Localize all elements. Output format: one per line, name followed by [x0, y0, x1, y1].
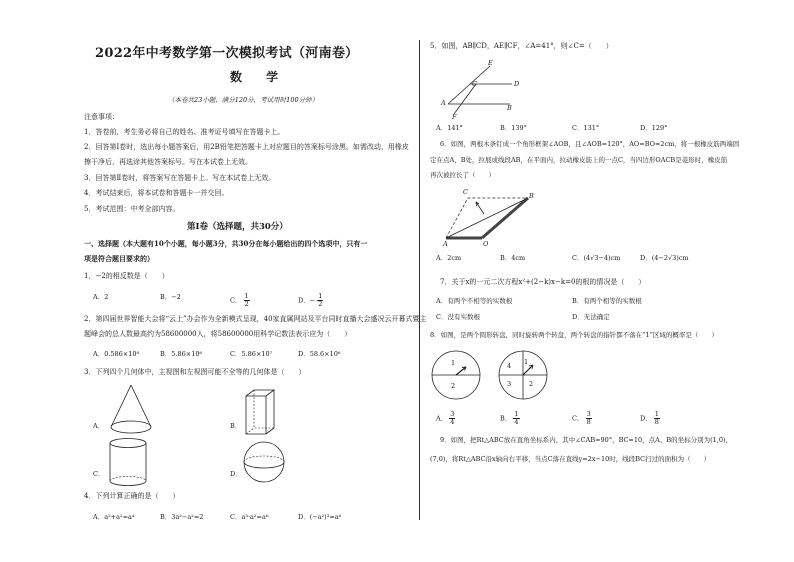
question-stem: 3．下列四个几何体中，主视图和左视图可能不全等的几何体是（ ）: [84, 368, 306, 376]
point-label: E: [488, 59, 493, 67]
question-stem-cont: 定在点A，B处，拉展成线段AB，在平面内，拉动橡皮筋上的一点C，当四边形OACB是菱形时，橡皮筋: [430, 156, 728, 164]
option-c[interactable]: C．5.86×10⁷: [230, 350, 273, 358]
option-a[interactable]: A．2cm: [436, 254, 462, 262]
note-item: 4．考试结束后，将本试卷和答题卡一并交回。: [84, 189, 229, 197]
option-a[interactable]: A．2: [93, 293, 109, 301]
question-stem: 2．第四届世界智能大会将“云上”办会作为全新模式呈现，40家直属网站及平台同时直播大会盛况云开幕式暨主: [84, 315, 427, 323]
point-label: C: [472, 80, 477, 88]
point-label: A: [443, 240, 448, 248]
question-stem: 1．−2的相反数是（ ）: [84, 272, 169, 280]
fraction-denominator: 2: [318, 300, 323, 308]
option-a[interactable]: A．a²+a²=a⁴: [93, 513, 135, 521]
cuboid-figure: [244, 388, 278, 436]
option-b[interactable]: B．有两个相等的实数根: [572, 297, 642, 305]
fraction-numerator: 3: [450, 410, 455, 418]
fraction: [586, 411, 592, 426]
point-label: B: [507, 104, 512, 112]
option-c[interactable]: C．: [93, 470, 105, 478]
option-d[interactable]: [298, 293, 323, 308]
option-c[interactable]: C．a³·a²=a⁶: [230, 513, 269, 521]
column-divider: [419, 40, 420, 520]
note-item: 擦干净后，再选涂其他答案标号。写在本试卷上无效。: [84, 158, 252, 166]
fraction-denominator: 8: [654, 418, 659, 426]
option-label: B．: [500, 414, 512, 423]
note-item: 3．回答第Ⅱ卷时，将答案写在答题卡上。写在本试卷上无效。: [84, 174, 276, 182]
page-title: 2022年中考数学第一次模拟考试（河南卷）: [95, 46, 359, 61]
subject-heading: 数 学: [230, 70, 289, 84]
option-d[interactable]: D．(−a²)³=a⁶: [298, 513, 342, 521]
sphere-figure: [242, 440, 286, 484]
option-b[interactable]: B．: [230, 422, 242, 430]
option-label: D．: [640, 414, 652, 423]
option-c[interactable]: [230, 293, 250, 308]
option-b[interactable]: [500, 411, 520, 426]
section-title: 第Ⅰ卷（选择题，共30分）: [187, 222, 288, 232]
point-label: C: [463, 188, 468, 196]
point-label: B: [529, 192, 534, 200]
question-stem-cont: 再次被拉长了（ ）: [430, 171, 495, 179]
note-item: 5．考试范围：中考全部内容。: [84, 205, 180, 213]
wheel-sector-label: 2: [451, 382, 456, 390]
option-label: D．−: [298, 296, 316, 305]
wheel-sector-label: 1: [524, 358, 529, 366]
option-b[interactable]: B．139°: [500, 124, 527, 132]
option-a[interactable]: A．有两个不相等的实数根: [436, 297, 513, 305]
question-stem: 5．如图，AB∥CD，AE∥CF，∠A=41°，则∠C=（ ）: [430, 42, 613, 50]
point-label: O: [483, 240, 489, 248]
option-c[interactable]: [572, 411, 592, 426]
option-b[interactable]: B．5.86×10⁶: [160, 350, 203, 358]
fraction-numerator: 3: [586, 410, 591, 418]
option-a[interactable]: [436, 411, 455, 426]
wheel-sector-label: 2: [529, 380, 534, 388]
fraction: [244, 293, 250, 308]
section-intro-cont: 项是符合题目要求的）: [84, 254, 154, 263]
option-d[interactable]: D．: [230, 470, 242, 478]
fraction-numerator: 1: [514, 410, 519, 418]
fraction-numerator: 1: [244, 292, 249, 300]
option-d[interactable]: D．129°: [640, 124, 668, 132]
point-label: D: [514, 80, 520, 88]
option-c[interactable]: C．没有实数根: [436, 313, 480, 321]
fraction-denominator: 2: [244, 300, 249, 308]
notes-heading: 注意事项：: [84, 113, 119, 121]
section-intro: 一、选择题（本大题有10个小题，每小题3分，共30分在每小题给出的四个选项中，只有一: [84, 239, 368, 248]
option-b[interactable]: B．3a²−a²=2: [160, 513, 204, 521]
point-label: F: [452, 113, 457, 121]
parallel-lines-figure: [440, 58, 530, 120]
fraction: [654, 411, 660, 426]
fraction-numerator: 1: [318, 292, 323, 300]
option-b[interactable]: B．4cm: [500, 254, 526, 262]
fraction: [513, 411, 519, 426]
fraction-denominator: 4: [450, 418, 455, 426]
option-d[interactable]: [640, 411, 660, 426]
option-label: C．: [572, 414, 584, 423]
spinner-wheel-2: [497, 349, 549, 401]
option-d[interactable]: D．无法确定: [572, 313, 610, 321]
option-a[interactable]: A．0.586×10⁸: [93, 350, 140, 358]
question-stem-cont: 题峰会的总人数最高约为58600000人，将58600000用科学记数法表示应为（ ）: [84, 330, 352, 338]
fraction-numerator: 1: [654, 410, 659, 418]
fraction: [449, 411, 455, 426]
question-stem-cont: (7,0)，将Rt△ABC沿x轴向右平移，当点C落在直线y=2x−10时，线段BC扫过的面积为（ ）: [430, 455, 711, 463]
wheel-sector-label: 1: [451, 359, 456, 367]
option-label: A．: [436, 414, 448, 423]
note-item: 2．回答第Ⅰ卷时，选出每小题答案后，用2B铅笔把答题卡上对应题目的答案标号涂黑。如需改动，用橡皮: [84, 143, 409, 151]
question-stem: 7．关于x的一元二次方程x²+(2−k)x−k=0的根的情况是（ ）: [440, 278, 646, 286]
option-b[interactable]: B．−2: [160, 293, 181, 301]
option-d[interactable]: D．(4−2√3)cm: [640, 254, 689, 262]
point-label: A: [441, 99, 446, 107]
option-c[interactable]: C．131°: [572, 124, 600, 132]
question-stem: 4．下列计算正确的是（ ）: [84, 492, 180, 500]
fraction-denominator: 4: [514, 418, 519, 426]
exam-meta: （本卷共23小题，满分120分，考试用时100分钟）: [168, 96, 319, 104]
fraction-denominator: 8: [586, 418, 591, 426]
spinner-wheel-1: [430, 349, 482, 401]
wheel-sector-label: 3: [507, 380, 512, 388]
option-a[interactable]: A．: [93, 422, 105, 430]
cone-figure: [106, 383, 156, 439]
question-stem: 8．如图，是两个圆形转盘，同时旋转两个转盘，两个转盘的指针都不落在“1”区域的概率是（ ）: [430, 331, 718, 339]
option-label: C．: [230, 296, 242, 305]
question-stem: 6．如图，两根木条钉成一个角形框架∠AOB，且∠AOB=120°，AO=BO=2cm，将一根橡皮筋两端固: [440, 140, 740, 148]
option-c[interactable]: C．(4√3−4)cm: [572, 254, 621, 262]
note-item: 1．答卷前，考生务必将自己的姓名、准考证号填写在答题卡上。: [84, 128, 285, 136]
cylinder-figure: [106, 437, 150, 487]
fraction: [317, 293, 323, 308]
option-d[interactable]: D．58.6×10⁶: [298, 350, 341, 358]
wheel-sector-label: 4: [507, 362, 512, 370]
option-a[interactable]: A．141°: [436, 124, 463, 132]
question-stem: 9．如图，把Rt△ABC放在直角坐标系内，其中∠CAB=90°，BC=10，点A、B的坐标分别为(1,0)，: [440, 436, 733, 444]
